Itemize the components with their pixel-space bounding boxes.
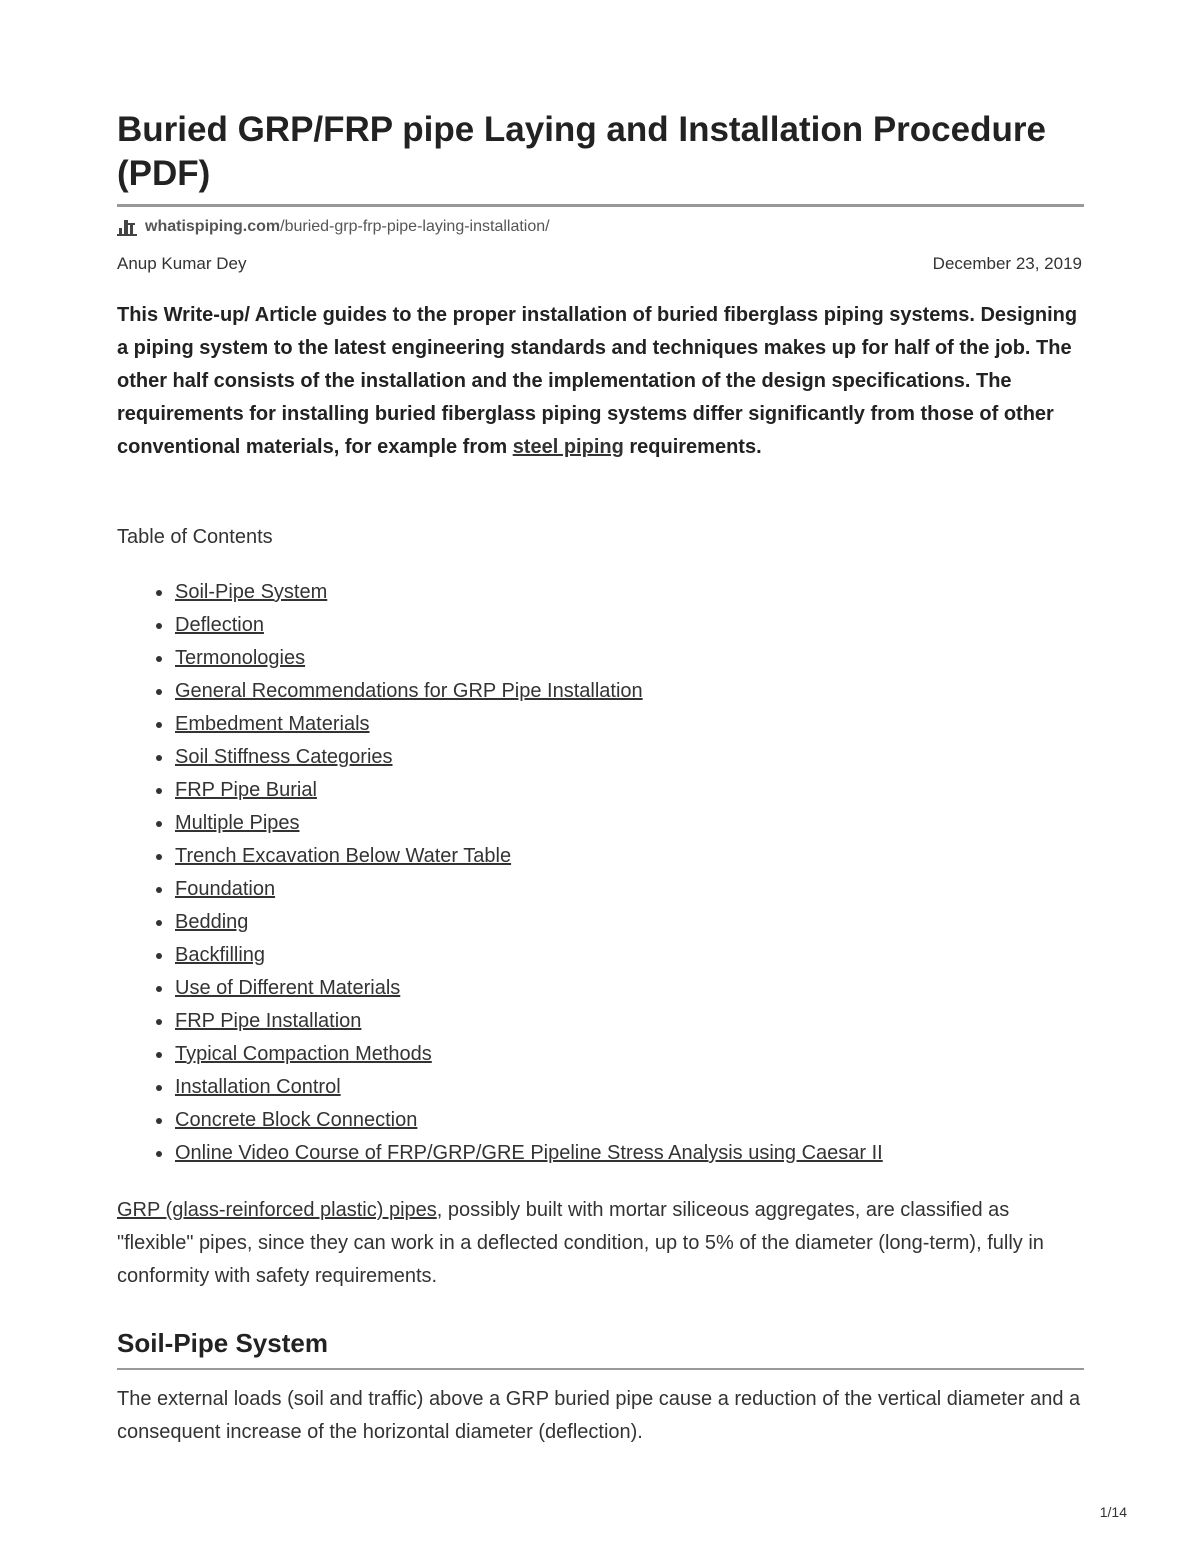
toc-item [174, 972, 883, 1005]
intro-text-end: requirements. [623, 436, 762, 458]
toc-link[interactable]: Embedment Materials [175, 713, 370, 735]
toc-item [174, 840, 883, 873]
grp-pipes-link[interactable]: GRP (glass-reinforced plastic) pipes [117, 1199, 437, 1221]
source-link[interactable] [145, 215, 550, 239]
section-divider [117, 1368, 1084, 1370]
toc-link[interactable]: Soil Stiffness Categories [175, 746, 393, 768]
intro-text: This Write-up/ Article guides to the proper installation of buried fiberglass piping systems. Designing a piping system to the latest engineering standards and techniques makes up for half of the job. The other half consists of the installation and the implementation of the design specifications. The requirements for installing buried fiberglass piping systems differ significantly from those of other conventional materials, for example from [117, 304, 1078, 458]
toc-item [174, 576, 883, 609]
toc-item [174, 873, 883, 906]
toc-link[interactable]: Foundation [175, 878, 276, 900]
toc-link[interactable]: Soil-Pipe System [175, 581, 328, 603]
article-title: Buried GRP/FRP pipe Laying and Installation Procedure (PDF) [117, 110, 1046, 193]
toc-item [174, 1038, 883, 1071]
source-line [117, 215, 550, 239]
section-heading: Soil-Pipe System [117, 1328, 328, 1358]
toc-link[interactable]: Online Video Course of FRP/GRP/GRE Pipeline Stress Analysis using Caesar II [175, 1142, 883, 1164]
author: Anup Kumar Dey [117, 254, 247, 273]
toc-item [174, 708, 883, 741]
toc-item [174, 1071, 883, 1104]
toc-item [174, 741, 883, 774]
source-domain: whatispiping.com [145, 218, 281, 235]
toc-item [174, 609, 883, 642]
toc-item [174, 774, 883, 807]
toc-label: Table of Contents [117, 526, 273, 548]
toc-item [174, 906, 883, 939]
page-indicator: 1/14 [1099, 1504, 1127, 1520]
grp-paragraph [117, 1194, 1084, 1293]
toc-link[interactable]: Concrete Block Connection [175, 1109, 418, 1131]
intro-paragraph [117, 299, 1084, 464]
toc-item [174, 807, 883, 840]
toc-item [174, 939, 883, 972]
toc-link[interactable]: FRP Pipe Burial [175, 779, 317, 801]
toc-item [174, 1005, 883, 1038]
table-of-contents [117, 576, 883, 1170]
toc-link[interactable]: Trench Excavation Below Water Table [175, 845, 512, 867]
toc-link[interactable]: Typical Compaction Methods [175, 1043, 432, 1065]
toc-item [174, 1137, 883, 1170]
toc-link[interactable]: Deflection [175, 614, 264, 636]
article-meta [117, 251, 1084, 277]
toc-link[interactable]: Backfilling [175, 944, 266, 966]
section-paragraph: The external loads (soil and traffic) above a GRP buried pipe cause a reduction of the vertical diameter and a consequent increase of the horizontal diameter (deflection). [117, 1388, 1081, 1443]
grp-text: , possibly built with mortar siliceous aggregates, are classified as "flexible" pipes, since they can work in a deflected condition, up to 5% of the diameter (long-term), fully in conformity with safety requirements. [117, 1199, 1044, 1287]
toc-link[interactable]: Multiple Pipes [175, 812, 300, 834]
site-icon [117, 217, 137, 237]
steel-piping-link[interactable]: steel piping [512, 436, 624, 458]
toc-link[interactable]: Bedding [175, 911, 249, 933]
source-path: /buried-grp-frp-pipe-laying-installation/ [280, 218, 550, 235]
toc-link[interactable]: Installation Control [175, 1076, 341, 1098]
toc-item [174, 1104, 883, 1137]
toc-link[interactable]: FRP Pipe Installation [175, 1010, 362, 1032]
toc-item [174, 642, 883, 675]
toc-item [174, 675, 883, 708]
toc-link[interactable]: General Recommendations for GRP Pipe Installation [175, 680, 643, 702]
publish-date: December 23, 2019 [932, 254, 1082, 273]
toc-link[interactable]: Termonologies [175, 647, 306, 669]
toc-link[interactable]: Use of Different Materials [175, 977, 401, 999]
title-divider [117, 204, 1084, 207]
